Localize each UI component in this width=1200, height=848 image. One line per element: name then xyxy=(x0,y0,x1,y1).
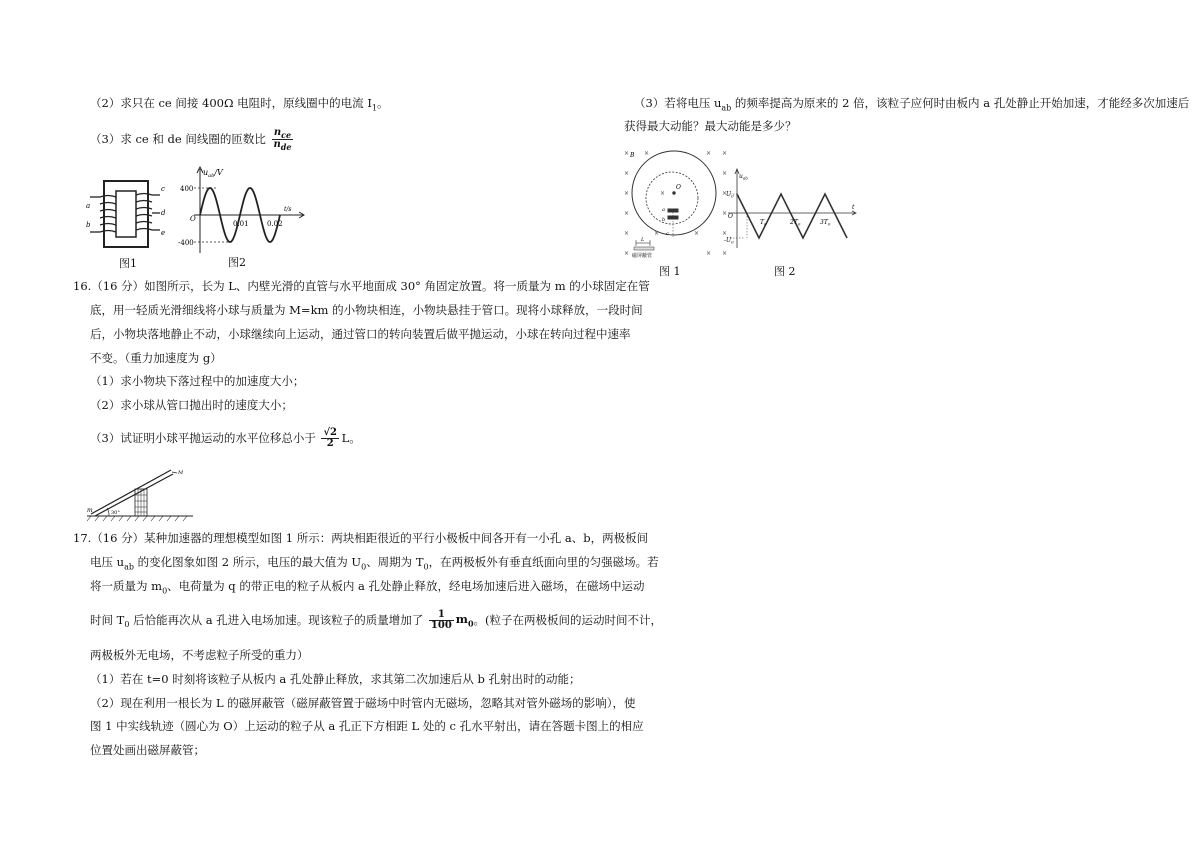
q17-part2-line2: 图 1 中实线轨迹（圆心为 O）上运动的粒子从 a 孔正下方相距 L 处的 c 孔水平射出，请在答题卡图上的相应 xyxy=(90,719,644,733)
x1-label: 0.01 xyxy=(233,220,249,228)
q16-line4: 不变。（重力加速度为 g） xyxy=(90,351,222,365)
label-a: a xyxy=(662,207,665,213)
q17-line3: 将一质量为 $m_0$、电荷量为 q 的带正电的粒子从板内 a 孔处静止释放，经电场加速后进入磁场，在磁场中运动 xyxy=(90,579,645,596)
q16-line3: 后，小物块落地静止不动，小球继续向上运动，通过管口的转向装置后做平抛运动，小球在转向过程中速率 xyxy=(90,327,631,341)
q17-line2: 电压 $u_{ab}$ 的变化图象如图 2 所示，电压的最大值为 $U_0$、周期为 $T_0$，在两极板外有垂直纸面向里的匀强磁场。若 xyxy=(90,555,659,572)
label-tube: 磁屏蔽管 xyxy=(632,253,653,259)
x2-label: 0.02 xyxy=(267,220,283,228)
svg-text:uab/V: $u_{ab}/V$ xyxy=(203,168,223,179)
one-hundredth-fraction: $\frac{1}{100}$ xyxy=(430,609,452,631)
svg-text:×: × xyxy=(694,230,700,237)
label-c: c xyxy=(161,185,165,193)
triangle-wave xyxy=(737,194,847,238)
q15-part2: （2）求只在 ce 间接 400Ω 电阻时，原线圈中的电流 $I_1$。 xyxy=(90,96,389,113)
fig2-caption: 图2 xyxy=(228,256,246,269)
t-label-right: t xyxy=(852,204,855,211)
transformer-figure xyxy=(86,175,166,257)
svg-text:×: × xyxy=(624,250,630,257)
svg-text:U0: $U_0$ xyxy=(726,191,734,199)
fig2-caption-right: 图 2 xyxy=(774,265,796,278)
t-axis-label: t/s xyxy=(284,206,292,213)
label-m: m xyxy=(87,507,93,514)
svg-text:-U0: $-U_0$ xyxy=(724,237,734,245)
svg-text:2T0: $2T_0$ xyxy=(790,219,801,227)
fig1-caption: 图1 xyxy=(119,257,137,270)
q16-part1: （1）求小物块下落过程中的加速度大小； xyxy=(90,374,305,388)
label-L: L xyxy=(641,237,645,243)
label-angle: 30° xyxy=(111,510,120,516)
inclined-tube-figure xyxy=(85,465,195,523)
svg-text:×: × xyxy=(624,230,630,237)
sqrt2-over-2: $\frac{√2}{2}$ xyxy=(323,427,338,449)
label-c: c xyxy=(666,231,669,237)
q17-line5: 两极板外无电场，不考虑粒子所受的重力） xyxy=(90,648,309,662)
svg-text:×: × xyxy=(722,230,728,237)
y-min-label: -400 xyxy=(178,239,194,247)
q15-part3: （3）求 ce 和 de 间线圈的匝数比 $\frac{n_{ce}}{n_{de}}$ xyxy=(90,127,292,152)
q17-line4: 时间 $T_0$ 后恰能再次从 a 孔进入电场加速。现该粒子的质量增加了 $\frac{1}{100}$ $m_0$。(粒子在两极板间的运动时间不计， xyxy=(90,609,663,631)
q17-line1: 17.（16 分）某种加速器的理想模型如图 1 所示：两块相距很近的平行小极板中间各开有一小孔 a、b，两极板间 xyxy=(73,531,649,545)
svg-text:×: × xyxy=(660,190,666,197)
q17-part3-line2: 获得最大动能？最大动能是多少？ xyxy=(624,119,797,133)
label-e: e xyxy=(161,229,166,237)
label-b: b xyxy=(86,221,91,229)
svg-text:×: × xyxy=(624,190,630,197)
y-max-label: 400 xyxy=(180,185,194,193)
label-M: M xyxy=(178,470,184,476)
label-O: O xyxy=(676,184,681,191)
fig1-caption-right: 图 1 xyxy=(659,265,681,278)
svg-text:×: × xyxy=(654,230,660,237)
svg-text:3T0: $3T_0$ xyxy=(820,219,831,227)
q16-line2: 底，用一轻质光滑细线将小球与质量为 M=km 的小物块相连，小物块悬挂于管口。现将小球释放，一段时间 xyxy=(90,303,643,317)
svg-text:T0: $T_0$ xyxy=(760,219,767,227)
q16-line1: 16.（16 分）如图所示，长为 L、内壁光滑的直管与水平地面成 30° 角固定放置。将一质量为 m 的小球固定在管 xyxy=(73,279,650,293)
svg-text:×: × xyxy=(722,210,728,217)
label-d: d xyxy=(161,209,166,217)
svg-text:×: × xyxy=(722,150,728,157)
label-a: a xyxy=(86,202,91,210)
svg-text:×: × xyxy=(624,210,630,217)
label-b: b xyxy=(662,217,666,223)
ce-de-ratio: $\frac{n_{ce}}{n_{de}}$ xyxy=(273,127,292,152)
origin-label-right: O xyxy=(728,213,733,220)
svg-text:×: × xyxy=(706,150,712,157)
svg-text:uab: $u_{ab}$ xyxy=(739,173,748,181)
svg-text:×: × xyxy=(644,150,650,157)
svg-text:×: × xyxy=(624,170,630,177)
label-B: B xyxy=(630,152,635,159)
triangle-wave-figure xyxy=(722,168,862,250)
sine-wave-figure xyxy=(178,163,308,258)
svg-text:×: × xyxy=(722,250,728,257)
svg-text:×: × xyxy=(722,190,728,197)
q16-part2: （2）求小球从管口抛出时的速度大小； xyxy=(90,398,293,412)
q17-part2-line3: 位置处画出磁屏蔽管； xyxy=(90,743,205,757)
q17-part2-line1: （2）现在利用一根长为 L 的磁屏蔽管（磁屏蔽管置于磁场中时管内无磁场，忽略其对管外磁场的影响），使 xyxy=(90,696,636,710)
svg-text:×: × xyxy=(722,170,728,177)
accelerator-figure xyxy=(622,143,730,261)
svg-text:×: × xyxy=(624,150,630,157)
q16-part3: （3）试证明小球平抛运动的水平位移总小于 $\frac{√2}{2}$ L。 xyxy=(90,427,361,449)
q17-part1: （1）若在 t=0 时刻将该粒子从板内 a 孔处静止释放，求其第二次加速后从 b 孔射出时的动能； xyxy=(90,672,581,686)
origin-label: O xyxy=(190,215,196,223)
svg-text:×: × xyxy=(706,250,712,257)
q17-part3-line1: （3）若将电压 $u_{ab}$ 的频率提高为原来的 2 倍，该粒子应何时由板内 a 孔处静止开始加速，才能经多次加速后 xyxy=(634,96,1190,113)
